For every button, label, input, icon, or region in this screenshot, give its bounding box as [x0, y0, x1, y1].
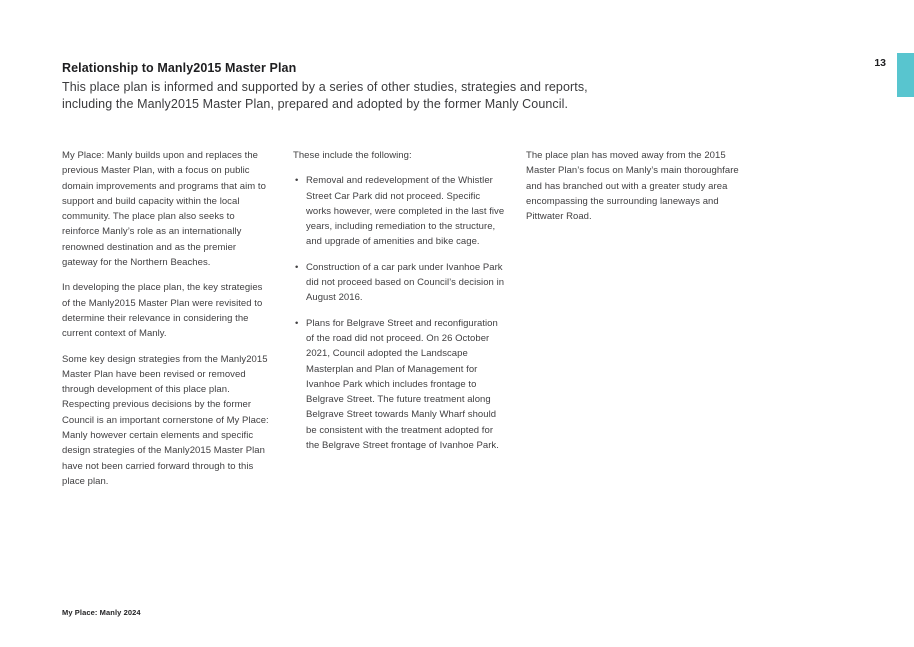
page-title: Relationship to Manly2015 Master Plan	[62, 61, 297, 75]
body-column-right	[526, 148, 739, 224]
footer-text: My Place: Manly 2024	[62, 608, 141, 617]
page-subtitle	[62, 79, 588, 113]
bullet-list	[293, 173, 506, 453]
list-item-text: Removal and redevelopment of the Whistler Street Car Park did not proceed. Specific works however, were completed in the last five years, including remediation to the structure, and upgrade of amenities and bike cage.	[306, 175, 505, 248]
paragraph: Some key design strategies from the Manly2015 Master Plan have been revised or removed through development of this place plan. Respecting previous decisions by the former Council is an important cornerstone of My Place: Manly however certain elements and specific design strategies of the Manly2015 Master Plan have not been carried forward through to this place plan.	[62, 353, 269, 487]
list-item-text: Construction of a car park under Ivanhoe Park did not proceed based on Council’s decision in August 2016.	[306, 261, 505, 304]
list-intro: These include the following:	[293, 150, 412, 161]
paragraph: My Place: Manly builds upon and replaces the previous Master Plan, with a focus on public domain improvements and programs that aim to support and build capacity within the local community. The place plan also seeks to reinforce Manly’s role as an internationally renowned destination and as the premier gateway for the Northern Beaches.	[62, 150, 266, 269]
page-subtitle-line-1: This place plan is informed and supported by a series of other studies, strategies and reports,	[62, 80, 588, 94]
list-item	[293, 260, 506, 306]
list-item	[293, 316, 506, 454]
page-header	[62, 61, 588, 113]
body-column-middle	[293, 148, 506, 453]
bullet-marker: •	[295, 317, 299, 329]
paragraph: In developing the place plan, the key strategies of the Manly2015 Master Plan were revisited to determine their relevance in considering the current context of Manly.	[62, 282, 263, 340]
page-subtitle-line-2: including the Manly2015 Master Plan, prepared and adopted by the former Manly Council.	[62, 97, 569, 111]
paragraph: The place plan has moved away from the 2015 Master Plan’s focus on Manly’s main thoroughfare and has branched out with a greater study area encompassing the surrounding laneways and Pittwater Road.	[526, 150, 739, 223]
page-edge-tab	[897, 53, 914, 97]
bullet-marker: •	[295, 261, 299, 273]
list-item	[293, 173, 506, 249]
list-item-text: Plans for Belgrave Street and reconfiguration of the road did not proceed. On 26 October 2021, Council adopted the Landscape Masterplan and Plan of Management for Ivanhoe Park which includes frontage to Belgrave Street. The future treatment along Belgrave Street towards Manly Wharf should be consistent with the treatment adopted for the Belgrave Street frontage of Ivanhoe Park.	[306, 317, 499, 452]
body-column-left	[62, 148, 273, 489]
page-number: 13	[874, 57, 886, 69]
bullet-marker: •	[295, 175, 299, 187]
